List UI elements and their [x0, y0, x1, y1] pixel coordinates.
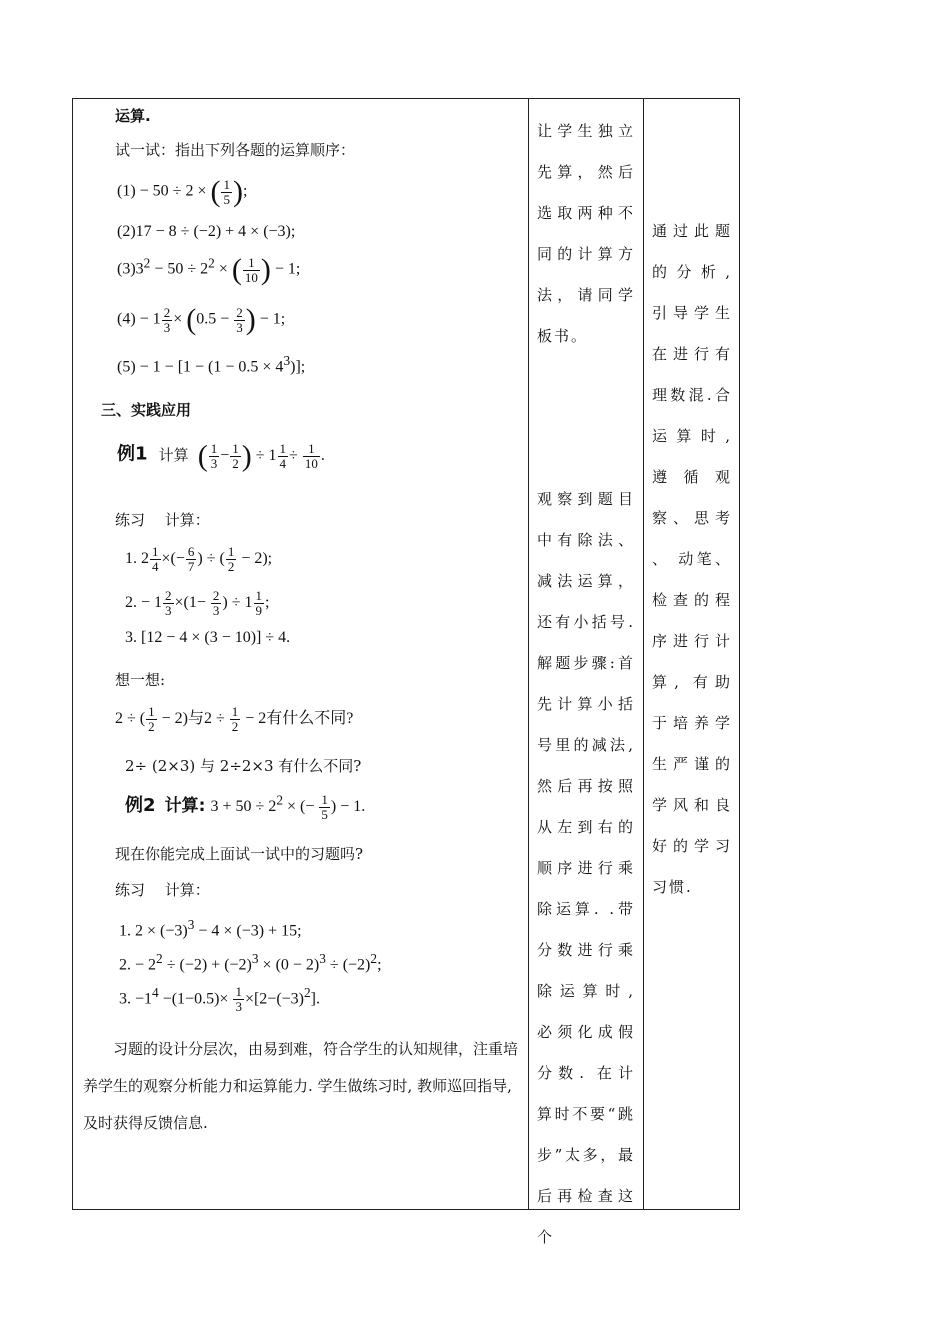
- try-item-5: $(5) - 1 - [1 - (1 - 0.5 \times 4^3)]$;: [117, 353, 306, 376]
- example-1: 例1 计算 ( $\frac{1}{3}$ − $\frac{1}{2}$ ) ÷ 1 $\frac{1}{4}$ ÷ $\frac{1}{10}$ .: [117, 439, 325, 472]
- intent-column: [644, 99, 740, 1210]
- practice-1-item-2: 2. − 1 $\frac{2}{3}$ ×(1− $\frac{2}{3}$ ) ÷ 1 $\frac{1}{9}$ ;: [125, 588, 270, 618]
- example-2: 例2 计算: $3 + 50 \div 2^2$ × (− $\frac{1}{5}$ ) − 1.: [125, 791, 366, 822]
- practice-1-item-3: 3. [12 − 4 × (3 − 10)] ÷ 4.: [125, 629, 291, 646]
- heading-continued: 运算.: [115, 107, 151, 125]
- practice-2-label: 练习 计算：: [115, 881, 210, 899]
- activity-column: [529, 99, 644, 1246]
- practice-2-item-2: 2. − $2^2 \div (-2) + (-2)^3 \times (0 - 2)^3 \div (-2)^2$;: [119, 951, 382, 974]
- try-item-4: (4) − 1 $\frac{2}{3}$ × (0.5 − $\frac{2}{3}$ ) − 1;: [117, 303, 286, 336]
- summary-paragraph: 习题的设计分层次，由易到难，符合学生的认知规律，注重培养学生的观察分析能力和运算能力. 学生做练习时, 教师巡回指导, 及时获得反馈信息.: [83, 1040, 519, 1132]
- think-label: 想一想:: [115, 671, 166, 689]
- try-intro: 试一试：指出下列各题的运算顺序：: [115, 141, 356, 159]
- think-question-2: 2÷ (2×3) 与 2÷2×3 有什么不同?: [125, 757, 362, 775]
- practice-1-item-1: 1. 2 $\frac{1}{4}$ ×(− $\frac{6}{7}$ ) ÷ ( $\frac{1}{2}$ − 2);: [125, 544, 273, 574]
- section-3-heading: 三、实践应用: [101, 401, 192, 419]
- now-question: 现在你能完成上面试一试中的习题吗?: [115, 845, 364, 863]
- practice-1-label: 练习 计算：: [115, 511, 210, 529]
- intent-note: 通过此题的分析, 引导学生在进行有理数混.合运算时, 遵循观察、思考 、 动笔、检查的程序进行计算, 有助于培养学生严谨的学风和良好的学习习惯.: [652, 222, 732, 896]
- try-item-2: (2)17 − 8 ÷ (−2) + 4 × (−3);: [117, 223, 296, 240]
- try-item-1: (1) − 50 ÷ 2 × ( $\frac{1}{5}$ );: [117, 175, 248, 208]
- practice-2-item-1: 1. $2 \times (-3)^3 - 4 \times (-3) + 15$;: [119, 917, 302, 940]
- practice-2-item-3: 3. $-1^4 -(1-0.5)\times$ $\frac{1}{3}$ $\times[2-(-3)^2]$.: [119, 984, 320, 1015]
- lesson-table: [72, 98, 740, 1246]
- main-column: [73, 99, 529, 1210]
- think-question-1: 2 ÷ ( $\frac{1}{2}$ − 2)与2 ÷ $\frac{1}{2}$ − 2有什么不同?: [115, 704, 354, 734]
- activity-note-1: 让学生独立先算，然后选取两种不同的计算方法，请同学板书。: [537, 122, 635, 345]
- activity-note-2: 观察到题目中有除法、减法运算，还有小括号. 解题步骤:首先计算小括号里的减法, 然后再按照从左到右的顺序进行乘除运算. .带分数进行乘除运算时, 必须化成假分数. 在计算时不要“跳步”太多，最后再检查这个: [537, 490, 635, 1246]
- try-item-3: $(3)3^2 - 50 \div 2^2$ × ( $\frac{1}{10}$ ) − 1;: [117, 253, 301, 286]
